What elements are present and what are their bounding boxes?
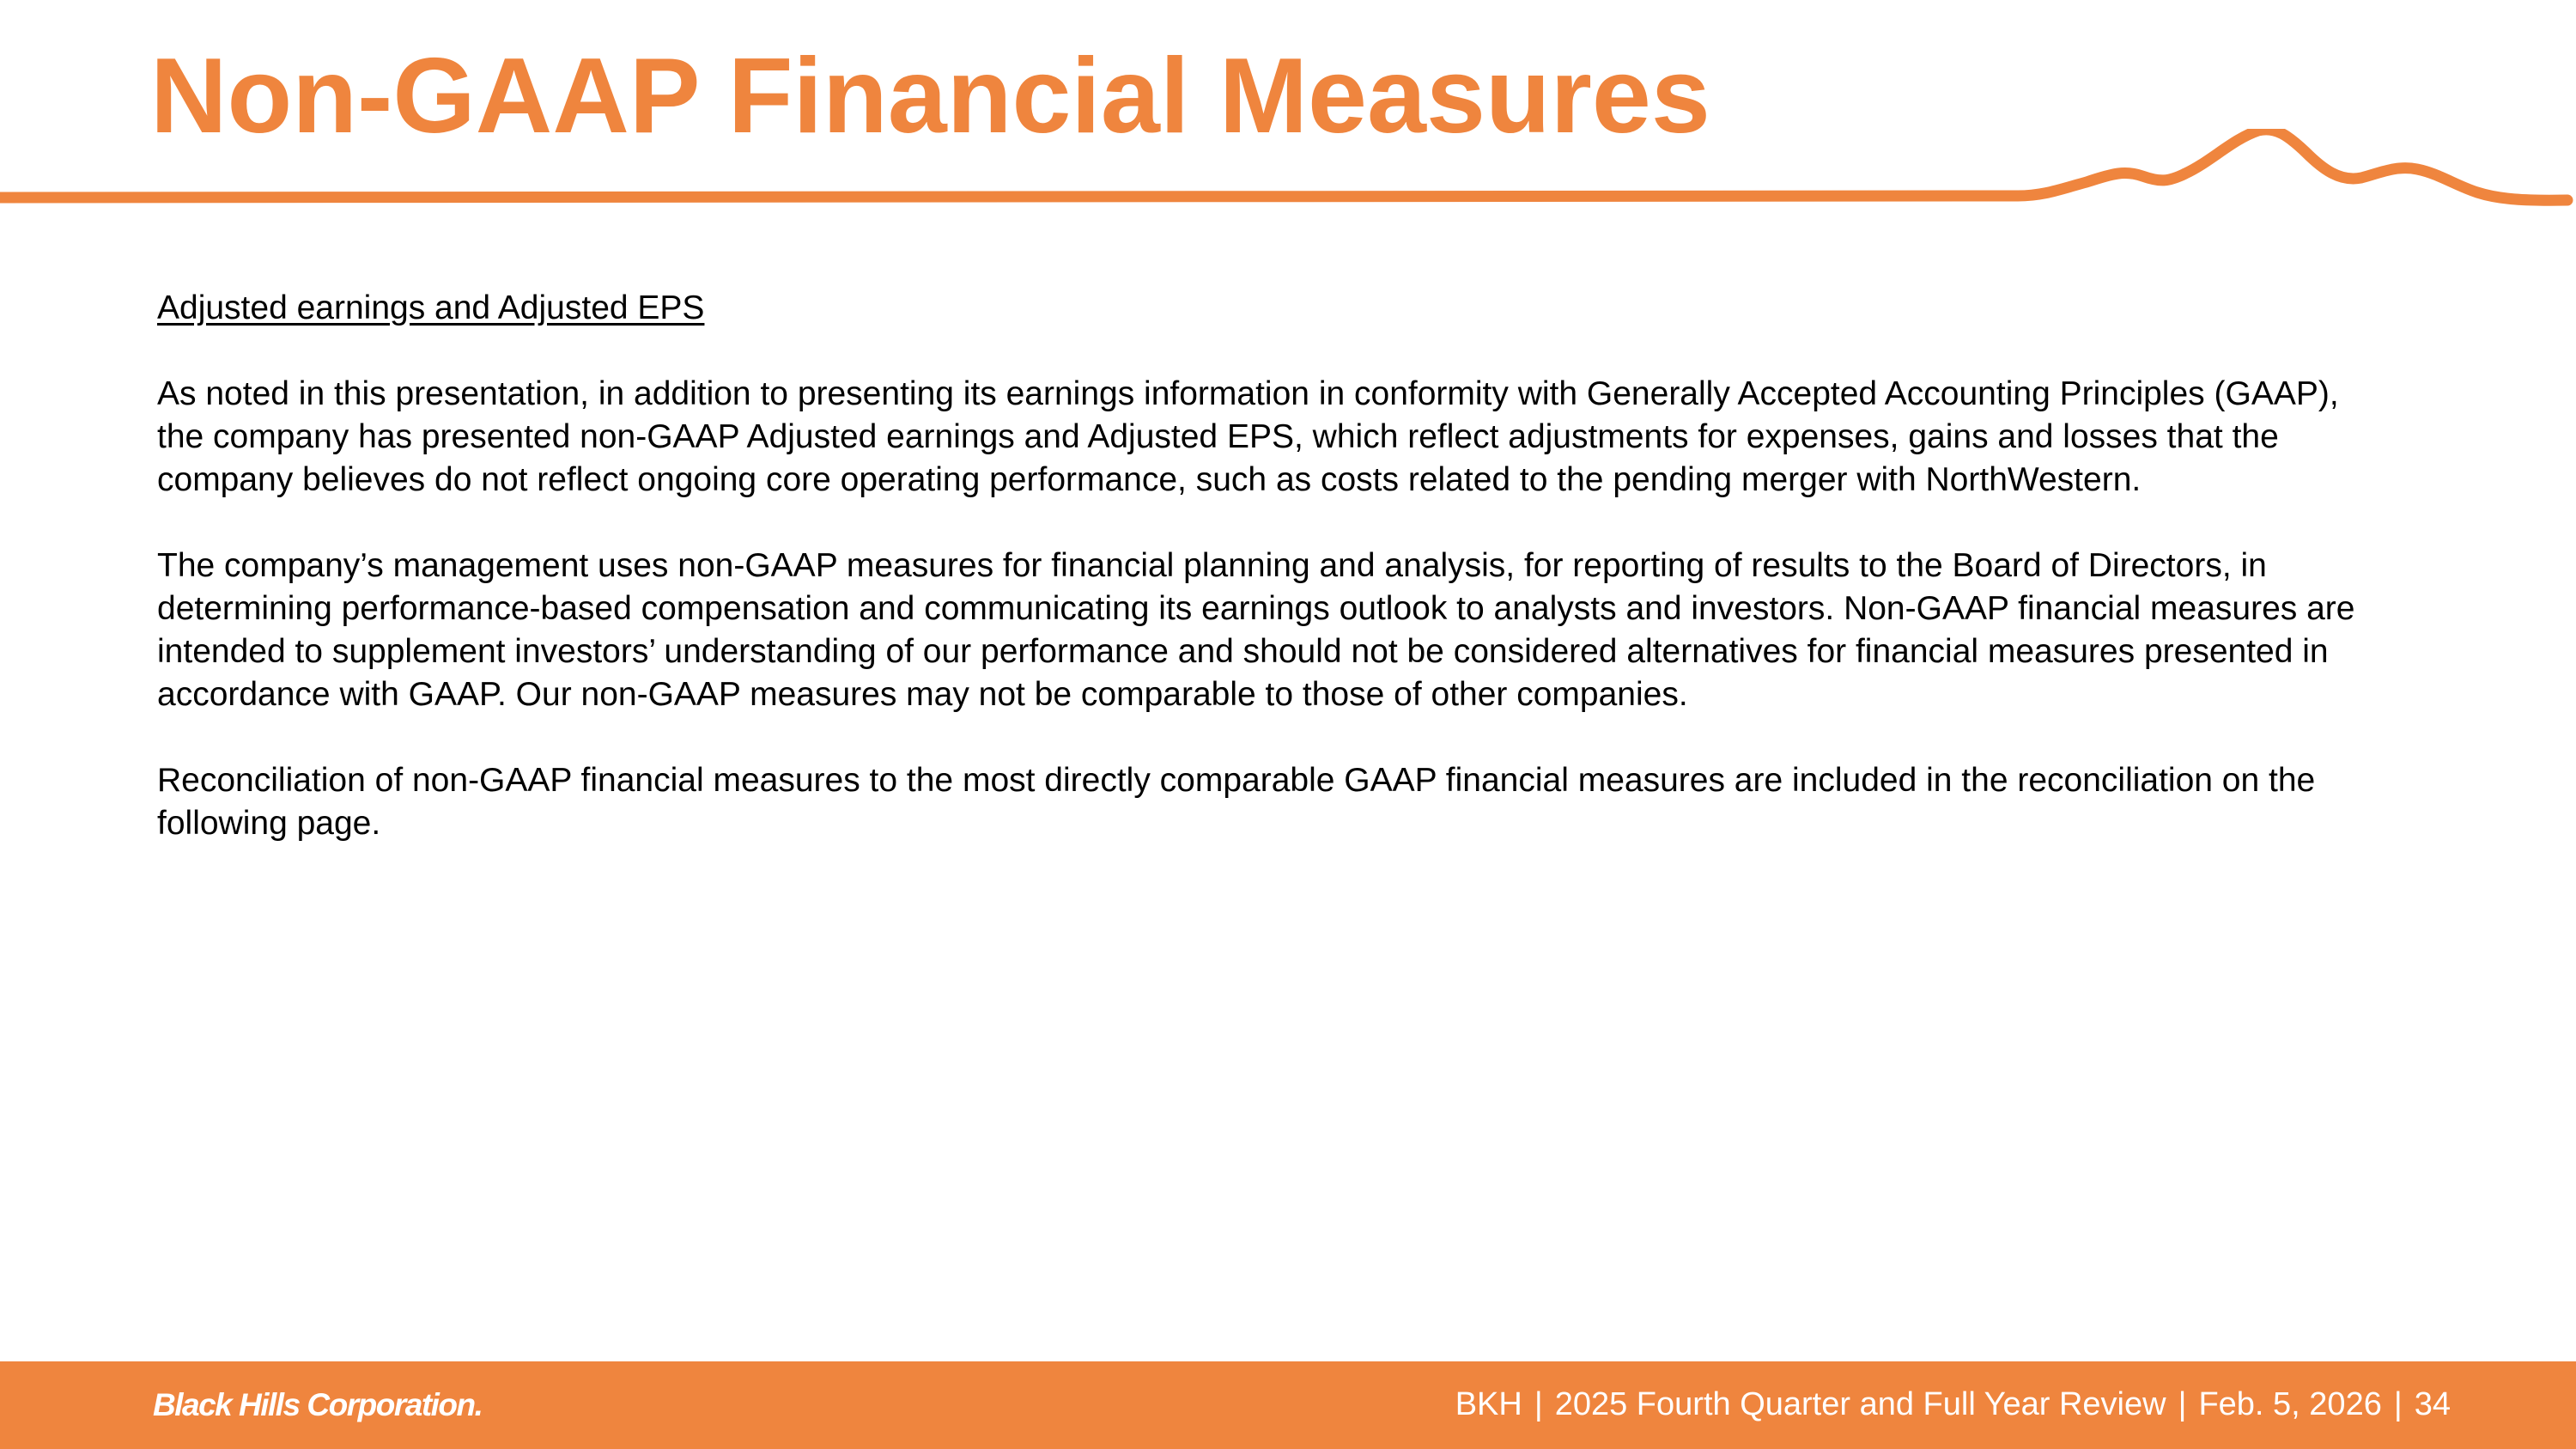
content-body [157,287,2390,888]
company-logo: Black Hills Corporation. [153,1387,483,1422]
paragraph-reconciliation: Reconciliation of non-GAAP financial measures to the most directly comparable GAAP financial measures are included in the reconciliation on the following page. [157,762,2316,842]
footer-separator: | [2178,1386,2187,1422]
paragraph-management-use: The company’s management uses non-GAAP measures for financial planning and analysis, for reporting of results to the Board of Directors, in determining performance-based compensation and communicating its earnings outlook to analysts and investors. Non-GAAP financial measures are intended to supplement investors’ understanding of our performance and should not be considered alternatives for financial measures presented in accordance with GAAP. Our non-GAAP measures may not be comparable to those of other companies. [157,547,2355,713]
section-subheading: Adjusted earnings and Adjusted EPS [157,289,705,326]
footer-bar [0,1361,2576,1449]
mountain-line-path [0,130,2567,200]
footer-date: Feb. 5, 2026 [2198,1386,2382,1422]
footer-separator: | [1534,1386,1543,1422]
paragraph-adjusted-earnings: As noted in this presentation, in addition to presenting its earnings information in conformity with Generally Accepted Accounting Principles (GAAP), the company has presented non-GAAP Adjusted earnings and Adjusted EPS, which reflect adjustments for expenses, gains and losses that the company believes do not reflect ongoing core operating performance, such as costs related to the pending merger with NorthWestern. [157,375,2339,498]
page-title: Non-GAAP Financial Measures [150,37,1710,155]
footer-event: 2025 Fourth Quarter and Full Year Review [1554,1386,2166,1422]
mountain-line-divider [0,129,2576,249]
page-number: 34 [2414,1386,2451,1422]
footer-ticker: BKH [1455,1386,1522,1422]
footer-info [1455,1380,2451,1428]
footer-separator: | [2393,1386,2403,1422]
